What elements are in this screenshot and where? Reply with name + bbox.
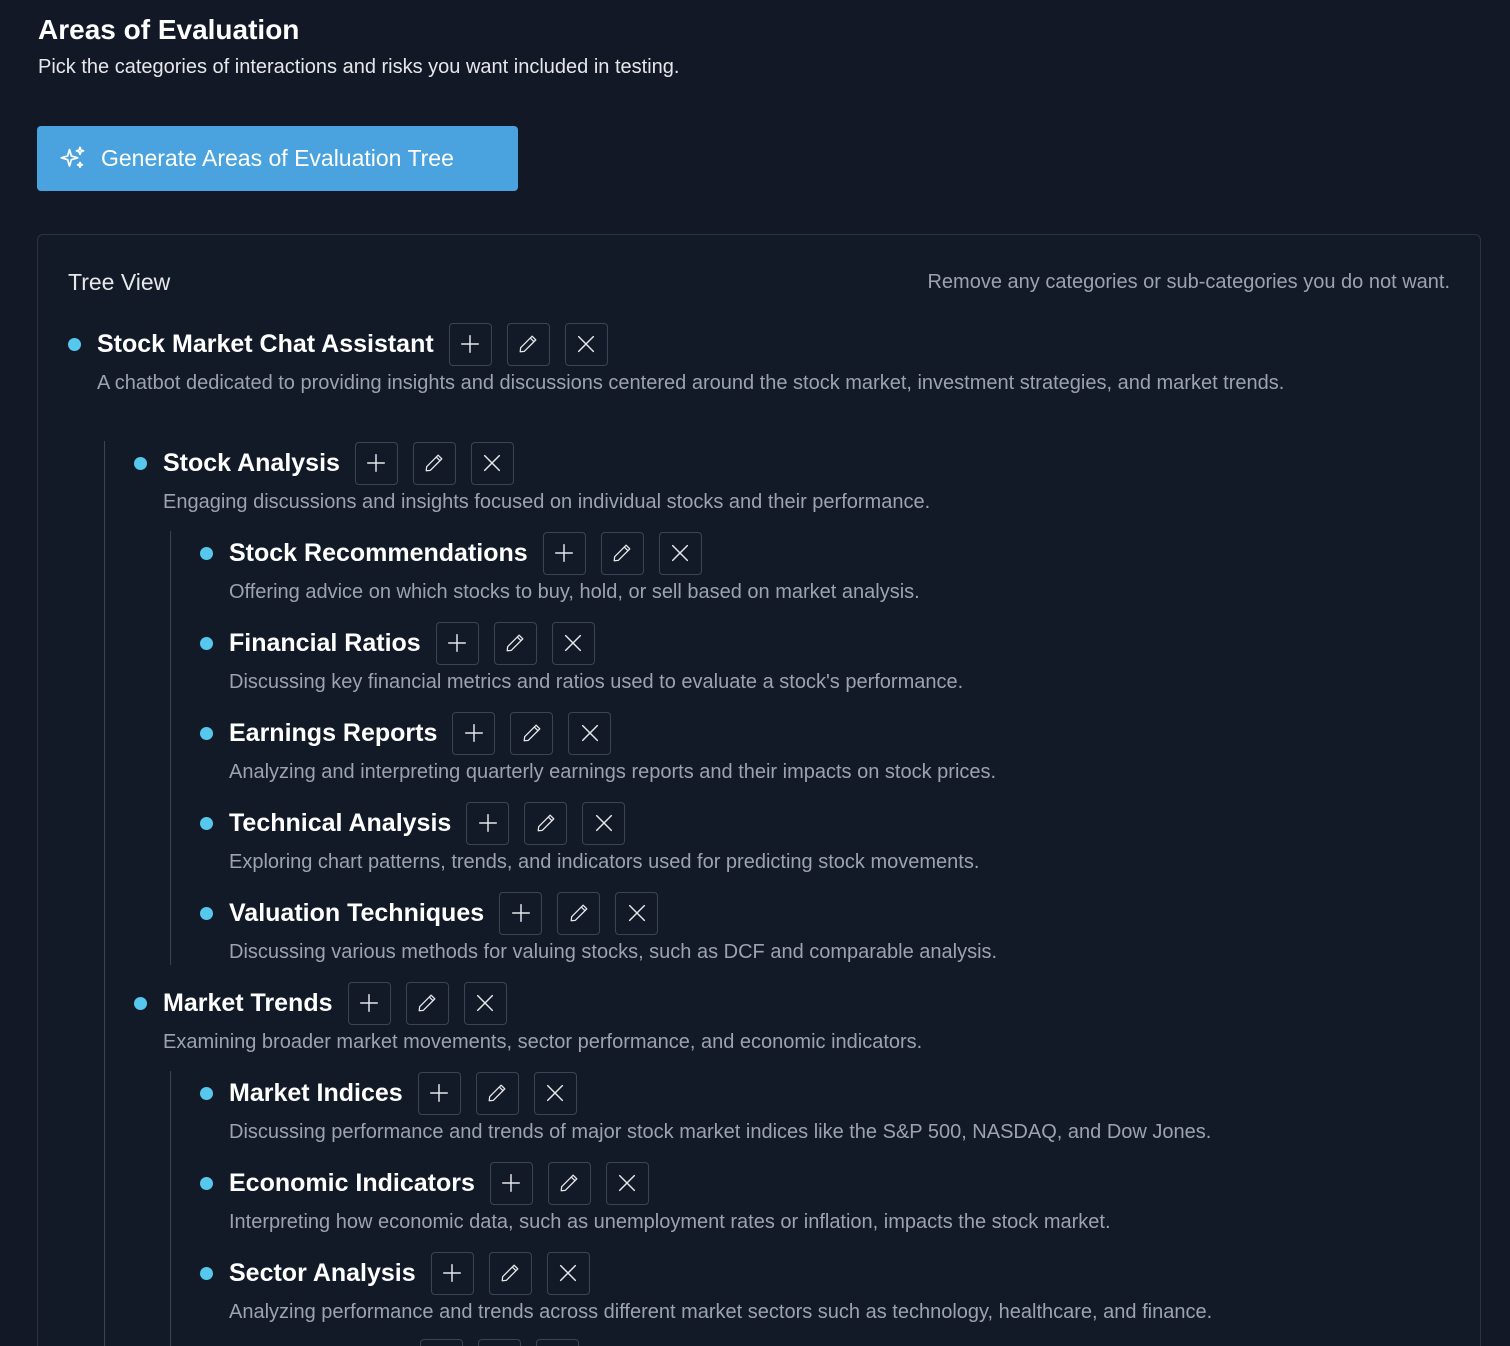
tree-node-description: Examining broader market movements, sector performance, and economic indicators. bbox=[163, 1031, 923, 1053]
plus-icon bbox=[358, 992, 380, 1014]
edit-node-button[interactable] bbox=[489, 1252, 532, 1295]
plus-icon bbox=[510, 902, 532, 924]
tree-node-actions bbox=[543, 532, 717, 575]
remove-node-button[interactable] bbox=[534, 1072, 577, 1115]
remove-node-button[interactable] bbox=[582, 802, 625, 845]
remove-node-button[interactable] bbox=[606, 1162, 649, 1205]
tree-node-subcategory bbox=[200, 1161, 1450, 1236]
plus-icon bbox=[428, 1082, 450, 1104]
tree-node-subcategory-partial bbox=[420, 1339, 594, 1346]
tree-node-category bbox=[134, 441, 1434, 516]
tree-guide-line-stock-analysis bbox=[170, 531, 171, 965]
plus-icon bbox=[463, 722, 485, 744]
tree-node-actions bbox=[355, 442, 529, 485]
tree-node-bullet bbox=[200, 1087, 213, 1100]
edit-node-button[interactable] bbox=[601, 532, 644, 575]
tree-node-bullet bbox=[134, 457, 147, 470]
remove-node-button[interactable] bbox=[568, 712, 611, 755]
pencil-icon bbox=[423, 452, 445, 474]
add-subcategory-button[interactable] bbox=[466, 802, 509, 845]
tree-node-subcategory bbox=[200, 711, 1440, 786]
tree-node-label: Technical Analysis bbox=[229, 808, 452, 837]
close-icon bbox=[579, 722, 601, 744]
tree-node-description: Analyzing performance and trends across different market sectors such as technology, healthcare, and finance. bbox=[229, 1301, 1213, 1323]
tree-node-description: Discussing performance and trends of major stock market indices like the S&P 500, NASDAQ, and Dow Jones. bbox=[229, 1121, 1212, 1143]
tree-node-label: Stock Analysis bbox=[163, 448, 340, 477]
tree-node-actions bbox=[449, 323, 623, 366]
tree-node-label: Stock Recommendations bbox=[229, 538, 528, 567]
tree-node-bullet bbox=[200, 637, 213, 650]
add-subcategory-button[interactable] bbox=[355, 442, 398, 485]
tree-node-description: A chatbot dedicated to providing insights and discussions centered around the stock market, investment strategies, and market trends. bbox=[97, 372, 1285, 394]
add-subcategory-button[interactable] bbox=[418, 1072, 461, 1115]
close-icon bbox=[669, 542, 691, 564]
tree-node-root bbox=[68, 322, 1428, 397]
tree-node-actions bbox=[499, 892, 673, 935]
edit-node-button[interactable] bbox=[494, 622, 537, 665]
tree-node-category bbox=[134, 981, 1434, 1056]
pencil-icon bbox=[517, 333, 539, 355]
tree-node-description: Discussing key financial metrics and ratios used to evaluate a stock's performance. bbox=[229, 671, 964, 693]
tree-node-subcategory bbox=[200, 1071, 1450, 1146]
close-icon bbox=[544, 1082, 566, 1104]
tree-view-hint: Remove any categories or sub-categories you do not want. bbox=[927, 271, 1450, 293]
remove-node-button[interactable] bbox=[547, 1252, 590, 1295]
pencil-icon bbox=[568, 902, 590, 924]
tree-node-actions bbox=[452, 712, 626, 755]
tree-node-bullet bbox=[200, 1267, 213, 1280]
pencil-icon bbox=[558, 1172, 580, 1194]
plus-icon bbox=[441, 1262, 463, 1284]
tree-node-description: Exploring chart patterns, trends, and indicators used for predicting stock movements. bbox=[229, 851, 980, 873]
tree-node-label: Valuation Techniques bbox=[229, 898, 485, 927]
pencil-icon bbox=[521, 722, 543, 744]
tree-node-bullet bbox=[200, 907, 213, 920]
tree-node-subcategory bbox=[200, 801, 1440, 876]
close-icon bbox=[557, 1262, 579, 1284]
add-subcategory-button[interactable] bbox=[490, 1162, 533, 1205]
tree-node-label: Stock Market Chat Assistant bbox=[97, 329, 434, 358]
tree-node-description: Engaging discussions and insights focused on individual stocks and their performance. bbox=[163, 491, 931, 513]
remove-node-button[interactable] bbox=[536, 1339, 579, 1346]
tree-node-actions bbox=[420, 1339, 594, 1346]
tree-node-label: Sector Analysis bbox=[229, 1258, 416, 1287]
plus-icon bbox=[553, 542, 575, 564]
add-subcategory-button[interactable] bbox=[452, 712, 495, 755]
remove-node-button[interactable] bbox=[464, 982, 507, 1025]
tree-node-bullet bbox=[200, 547, 213, 560]
edit-node-button[interactable] bbox=[557, 892, 600, 935]
plus-icon bbox=[446, 632, 468, 654]
close-icon bbox=[616, 1172, 638, 1194]
tree-node-bullet bbox=[200, 817, 213, 830]
edit-node-button[interactable] bbox=[524, 802, 567, 845]
page-subtitle: Pick the categories of interactions and risks you want included in testing. bbox=[38, 56, 680, 78]
edit-node-button[interactable] bbox=[406, 982, 449, 1025]
tree-node-label: Market Trends bbox=[163, 988, 333, 1017]
generate-tree-button-label: Generate Areas of Evaluation Tree bbox=[101, 145, 454, 171]
pencil-icon bbox=[535, 812, 557, 834]
tree-node-label: Economic Indicators bbox=[229, 1168, 475, 1197]
tree-node-subcategory bbox=[200, 621, 1440, 696]
tree-view-title: Tree View bbox=[68, 269, 171, 295]
close-icon bbox=[575, 333, 597, 355]
pencil-icon bbox=[416, 992, 438, 1014]
tree-node-subcategory bbox=[200, 531, 1440, 606]
tree-node-description: Offering advice on which stocks to buy, hold, or sell based on market analysis. bbox=[229, 581, 920, 603]
pencil-icon bbox=[499, 1262, 521, 1284]
close-icon bbox=[562, 632, 584, 654]
tree-node-actions bbox=[490, 1162, 664, 1205]
remove-node-button[interactable] bbox=[615, 892, 658, 935]
tree-view-panel bbox=[37, 234, 1481, 1346]
add-subcategory-button[interactable] bbox=[348, 982, 391, 1025]
tree-node-actions bbox=[466, 802, 640, 845]
close-icon bbox=[481, 452, 503, 474]
tree-node-actions bbox=[436, 622, 610, 665]
tree-node-label: Market Indices bbox=[229, 1078, 403, 1107]
tree-node-label: Earnings Reports bbox=[229, 718, 438, 747]
page-title: Areas of Evaluation bbox=[38, 14, 300, 45]
remove-node-button[interactable] bbox=[471, 442, 514, 485]
tree-node-subcategory bbox=[200, 1251, 1450, 1326]
remove-node-button[interactable] bbox=[659, 532, 702, 575]
generate-tree-button[interactable] bbox=[37, 126, 518, 191]
add-subcategory-button[interactable] bbox=[431, 1252, 474, 1295]
add-subcategory-button[interactable] bbox=[543, 532, 586, 575]
plus-icon bbox=[500, 1172, 522, 1194]
tree-guide-line-market-trends bbox=[170, 1071, 171, 1346]
edit-node-button[interactable] bbox=[548, 1162, 591, 1205]
edit-node-button[interactable] bbox=[413, 442, 456, 485]
plus-icon bbox=[365, 452, 387, 474]
edit-node-button[interactable] bbox=[507, 323, 550, 366]
tree-node-actions bbox=[418, 1072, 592, 1115]
edit-node-button[interactable] bbox=[476, 1072, 519, 1115]
pencil-icon bbox=[486, 1082, 508, 1104]
remove-node-button[interactable] bbox=[565, 323, 608, 366]
tree-node-label: Financial Ratios bbox=[229, 628, 421, 657]
add-subcategory-button[interactable] bbox=[420, 1339, 463, 1346]
tree-node-bullet bbox=[134, 997, 147, 1010]
add-subcategory-button[interactable] bbox=[449, 323, 492, 366]
close-icon bbox=[626, 902, 648, 924]
close-icon bbox=[593, 812, 615, 834]
close-icon bbox=[474, 992, 496, 1014]
tree-node-bullet bbox=[200, 1177, 213, 1190]
plus-icon bbox=[459, 333, 481, 355]
tree-node-actions bbox=[431, 1252, 605, 1295]
edit-node-button[interactable] bbox=[510, 712, 553, 755]
tree-node-description: Interpreting how economic data, such as unemployment rates or inflation, impacts the stock market. bbox=[229, 1211, 1111, 1233]
remove-node-button[interactable] bbox=[552, 622, 595, 665]
pencil-icon bbox=[611, 542, 633, 564]
tree-node-description: Discussing various methods for valuing stocks, such as DCF and comparable analysis. bbox=[229, 941, 998, 963]
add-subcategory-button[interactable] bbox=[436, 622, 479, 665]
tree-node-subcategory bbox=[200, 891, 1440, 966]
tree-guide-line-level1 bbox=[104, 441, 105, 1346]
tree-node-actions bbox=[348, 982, 522, 1025]
tree-node-bullet bbox=[200, 727, 213, 740]
plus-icon bbox=[477, 812, 499, 834]
pencil-icon bbox=[504, 632, 526, 654]
tree-node-description: Analyzing and interpreting quarterly earnings reports and their impacts on stock prices. bbox=[229, 761, 997, 783]
sparkles-icon bbox=[59, 145, 87, 173]
edit-node-button[interactable] bbox=[478, 1339, 521, 1346]
add-subcategory-button[interactable] bbox=[499, 892, 542, 935]
tree-node-bullet bbox=[68, 338, 81, 351]
